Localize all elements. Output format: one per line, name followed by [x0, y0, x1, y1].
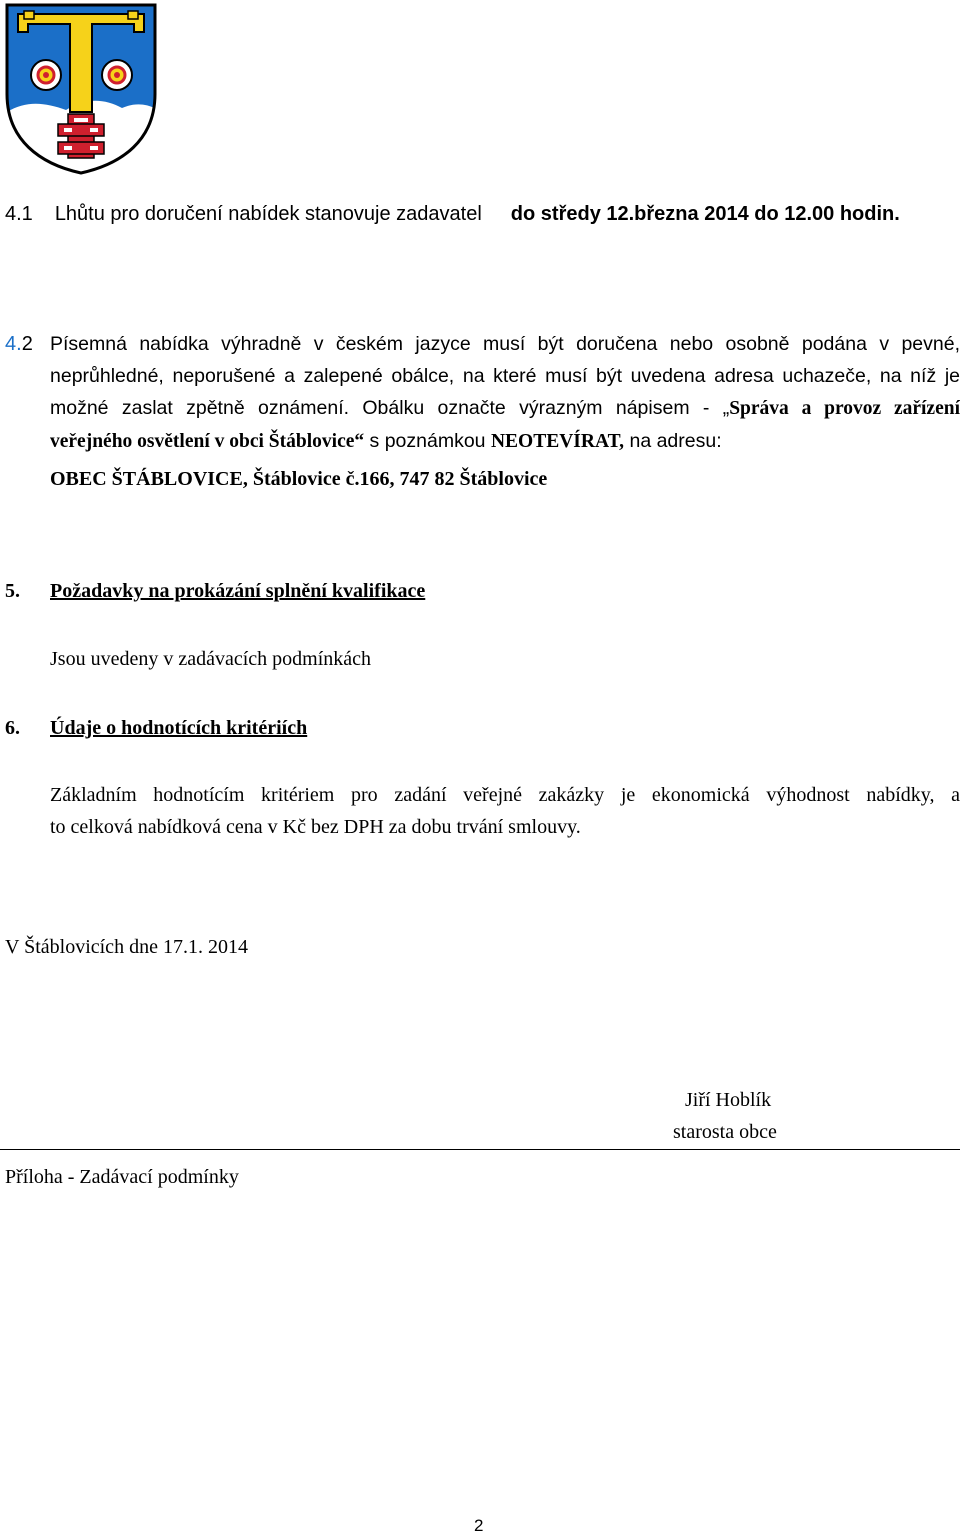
- paragraph-line: veřejného osvětlení v obci Štáblovice“ s poznámkou NEOTEVÍRAT, na adresu:: [50, 430, 722, 452]
- paragraph-line: možné zaslat zpětně oznámení. Obálku označte výrazným nápisem - „Správa a provoz zařízení: [50, 397, 960, 419]
- section-number-6: 6.: [5, 717, 20, 739]
- place-date: V Štáblovicích dne 17.1. 2014: [5, 936, 248, 958]
- section-heading: Údaje o hodnotících kritériích: [50, 717, 308, 739]
- page-number: 2: [474, 1516, 484, 1535]
- rose-left-icon: [31, 60, 61, 90]
- section-number-4-2: 4.2: [5, 333, 33, 355]
- address: OBEC ŠTÁBLOVICE, Štáblovice č.166, 747 82 Štáblovice: [50, 468, 548, 490]
- section-body: Jsou uvedeny v zadávacích podmínkách: [50, 648, 372, 670]
- section-6-body: [50, 779, 960, 843]
- paragraph-line: to celková nabídková cena v Kč bez DPH za dobu trvání smlouvy.: [50, 816, 581, 838]
- paragraph-line: Základním hodnotícím kritériem pro zadání veřejné zakázky je ekonomická výhodnost nabídky, a: [50, 784, 960, 806]
- paragraph-line: Písemná nabídka výhradně v českém jazyce musí být doručena nebo osobně podána v pevné,: [50, 333, 960, 355]
- rose-right-icon: [102, 60, 132, 90]
- signature-role: starosta obce: [673, 1121, 777, 1143]
- deadline-text: do středy 12.března 2014 do 12.00 hodin.: [510, 203, 900, 225]
- section-heading: Požadavky na prokázání splnění kvalifikace: [50, 580, 426, 602]
- section-4-2-body: [50, 328, 960, 458]
- section-number-5: 5.: [5, 580, 20, 602]
- coat-of-arms-logo: [4, 2, 158, 176]
- section-text: Lhůtu pro doručení nabídek stanovuje zadavatel: [54, 203, 482, 225]
- section-4-1: [5, 202, 900, 226]
- signature-name: Jiří Hoblík: [685, 1089, 772, 1111]
- divider-line: [0, 1149, 960, 1150]
- attachment-note: Příloha - Zadávací podmínky: [5, 1166, 239, 1188]
- section-number: 4.1: [5, 203, 33, 225]
- paragraph-line: neprůhledné, neporušené a zalepené obálce, na které musí být uvedena adresa uchazeče, na níž je: [50, 365, 960, 387]
